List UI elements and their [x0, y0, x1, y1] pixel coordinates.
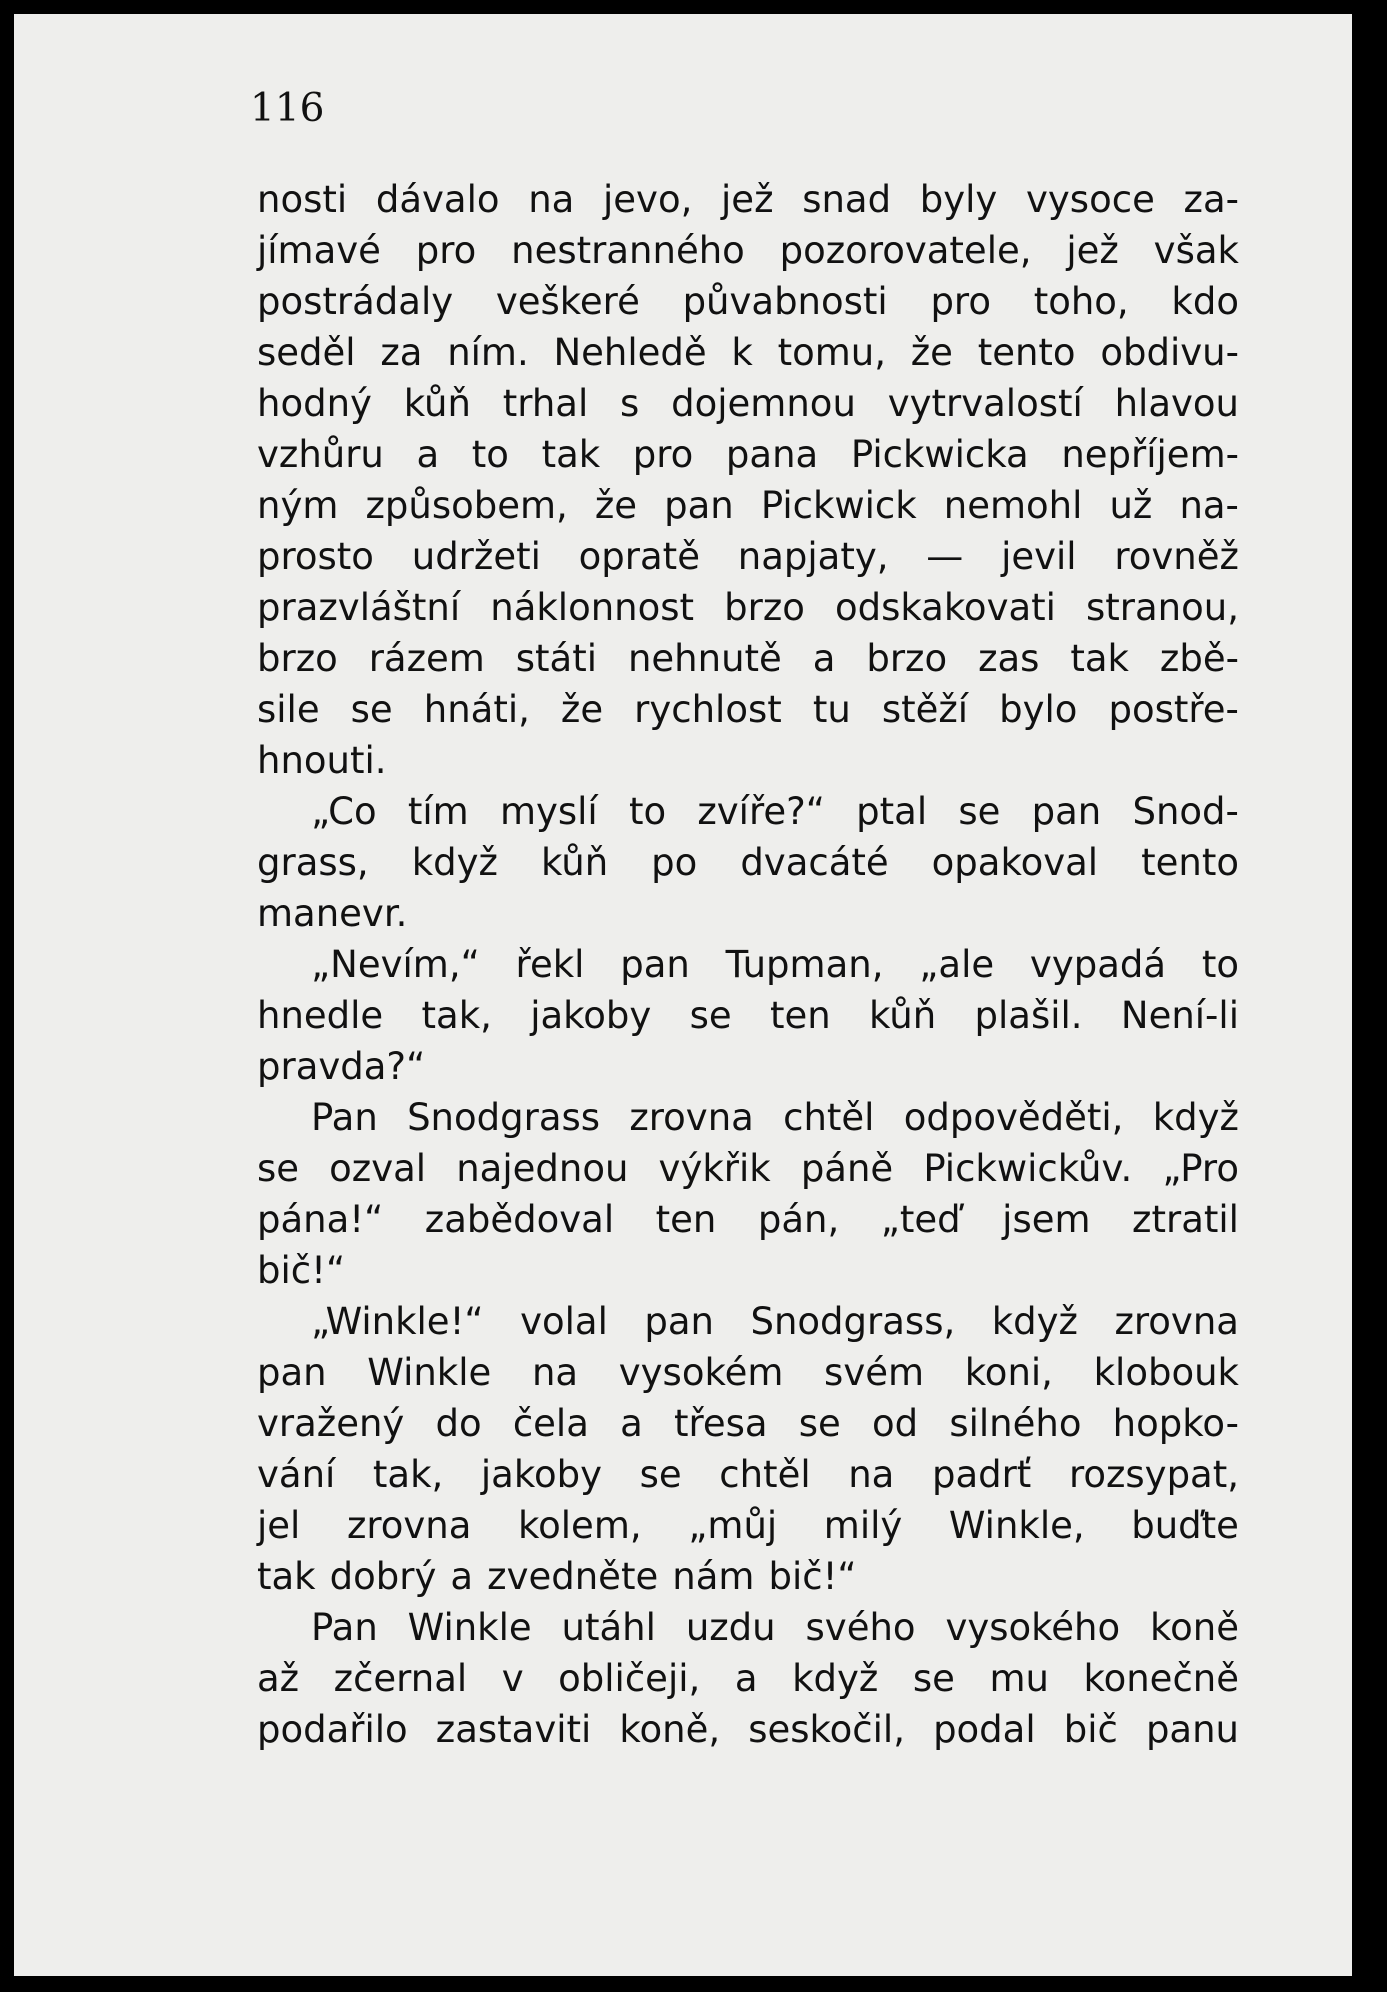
text-line — [257, 1551, 1239, 1602]
word: když — [991, 1300, 1078, 1343]
word: hnáti, — [423, 688, 530, 731]
text-line — [257, 276, 1239, 327]
word: — — [926, 535, 964, 578]
word: tak, — [421, 994, 492, 1037]
word: zastaviti — [435, 1708, 592, 1751]
word: manevr. — [257, 892, 408, 935]
word: se — [958, 790, 1001, 833]
word: ozval — [329, 1147, 427, 1190]
word: ten — [769, 994, 831, 1037]
word: kůň — [403, 382, 471, 425]
word: zbě- — [1159, 637, 1239, 680]
word: za- — [1183, 178, 1239, 221]
word: tak, — [372, 1453, 444, 1496]
word: obličeji, — [558, 1657, 701, 1700]
word: padrť — [931, 1453, 1032, 1496]
text-line — [257, 225, 1239, 276]
word: státi — [515, 637, 598, 680]
word: trhal — [502, 382, 589, 425]
text-line — [257, 684, 1239, 735]
word: Pan — [311, 1096, 378, 1139]
word: tak — [257, 1555, 316, 1598]
word: koně — [1150, 1606, 1239, 1649]
word: rychlost — [634, 688, 782, 731]
text-line — [257, 633, 1239, 684]
word: svém — [824, 1351, 925, 1394]
word: nehnutě — [627, 637, 782, 680]
word: však — [1153, 229, 1239, 272]
word: se — [639, 1453, 682, 1496]
word: silného — [949, 1402, 1082, 1445]
word: „můj — [688, 1504, 778, 1547]
page-number: 116 — [250, 86, 325, 131]
text-line — [257, 939, 1239, 990]
word: na- — [1179, 484, 1239, 527]
word: postře- — [1108, 688, 1239, 731]
word: „Pro — [1162, 1147, 1239, 1190]
text-line — [257, 888, 1239, 939]
word: jakoby — [480, 1453, 602, 1496]
word: čela — [512, 1402, 589, 1445]
word: pana — [725, 433, 819, 476]
word: Snodgrass, — [750, 1300, 956, 1343]
word: brzo — [866, 637, 948, 680]
word: koně, — [619, 1708, 721, 1751]
word: konečně — [1083, 1657, 1239, 1700]
word: veškeré — [495, 280, 640, 323]
word: vytrvalostí — [887, 382, 1083, 425]
word: napjaty, — [737, 535, 889, 578]
word: obdivu- — [1100, 331, 1239, 374]
word: nemohl — [943, 484, 1083, 527]
word: se — [350, 688, 393, 731]
word: prazvláštní — [257, 586, 461, 629]
word: hodný — [257, 382, 372, 425]
text-line — [257, 582, 1239, 633]
word: utáhl — [561, 1606, 656, 1649]
word: plašil. — [974, 994, 1083, 1037]
text-line — [257, 429, 1239, 480]
word: postrádaly — [257, 280, 454, 323]
word: tento — [1141, 841, 1239, 884]
word: stranou, — [1086, 586, 1239, 629]
word: se — [257, 1147, 300, 1190]
word: kdo — [1171, 280, 1239, 323]
word: od — [872, 1402, 919, 1445]
word: tomu, — [777, 331, 887, 374]
word: zvedněte — [487, 1555, 659, 1598]
word: Winkle — [407, 1606, 532, 1649]
body-text — [257, 174, 1239, 1755]
word: že — [910, 331, 953, 374]
word: jímavé — [257, 229, 381, 272]
word: když — [411, 841, 498, 884]
word: pan — [664, 484, 734, 527]
word: jevo, — [603, 178, 693, 221]
word: páně — [800, 1147, 894, 1190]
word: jakoby — [530, 994, 652, 1037]
text-line — [257, 1500, 1239, 1551]
word: a — [620, 1402, 643, 1445]
word: odpověděti, — [903, 1096, 1124, 1139]
word: zrovna — [629, 1096, 754, 1139]
word: se — [689, 994, 732, 1037]
text-line — [257, 1347, 1239, 1398]
word: zabědoval — [424, 1198, 615, 1241]
text-line — [257, 1194, 1239, 1245]
word: pro — [930, 280, 991, 323]
text-line — [257, 1704, 1239, 1755]
word: uzdu — [685, 1606, 776, 1649]
word: po — [651, 841, 698, 884]
word: rázem — [368, 637, 485, 680]
word: tu — [812, 688, 851, 731]
text-line — [257, 1602, 1239, 1653]
word: zvíře?“ — [697, 790, 825, 833]
word: pro — [415, 229, 477, 272]
word: vypadá — [1029, 943, 1167, 986]
text-line — [257, 174, 1239, 225]
text-line — [257, 1041, 1239, 1092]
word: tak — [541, 433, 601, 476]
word: půvabnosti — [682, 280, 888, 323]
word: když — [792, 1657, 879, 1700]
text-line — [257, 1398, 1239, 1449]
word: opratě — [578, 535, 700, 578]
word: hnouti. — [257, 739, 387, 782]
word: svého — [805, 1606, 916, 1649]
word: dvacáté — [740, 841, 889, 884]
word: na — [848, 1453, 895, 1496]
word: tento — [977, 331, 1076, 374]
word: ptal — [856, 790, 928, 833]
word: Tupman, — [725, 943, 884, 986]
word: to — [1201, 943, 1239, 986]
word: kůň — [540, 841, 609, 884]
word: nepříjem- — [1061, 433, 1239, 476]
word: seskočil, — [748, 1708, 905, 1751]
word: stěží — [881, 688, 969, 731]
word: to — [471, 433, 509, 476]
word: k — [731, 331, 753, 374]
word: prosto — [257, 535, 374, 578]
word: podal — [933, 1708, 1036, 1751]
word: brzo — [257, 637, 338, 680]
text-line — [257, 1653, 1239, 1704]
word: hnedle — [257, 994, 384, 1037]
word: zas — [978, 637, 1040, 680]
word: nám — [672, 1555, 755, 1598]
word: kůň — [869, 994, 937, 1037]
word: pro — [632, 433, 694, 476]
word: se — [798, 1402, 841, 1445]
word: hopko- — [1112, 1402, 1239, 1445]
word: jež — [721, 178, 774, 221]
word: chtěl — [719, 1453, 811, 1496]
word: „Co — [311, 790, 377, 833]
word: vání — [257, 1453, 336, 1496]
book-page — [14, 14, 1352, 1976]
word: tím — [407, 790, 469, 833]
word: pan — [620, 943, 690, 986]
word: najednou — [456, 1147, 629, 1190]
word: koni, — [964, 1351, 1053, 1394]
word: udržeti — [411, 535, 541, 578]
word: bič — [1063, 1708, 1118, 1751]
word: panu — [1145, 1708, 1239, 1751]
word: pozorovatele, — [779, 229, 1032, 272]
word: klobouk — [1093, 1351, 1239, 1394]
word: v — [501, 1657, 524, 1700]
word: ten — [655, 1198, 717, 1241]
text-line — [257, 1143, 1239, 1194]
word: mu — [989, 1657, 1049, 1700]
word: Winkle, — [948, 1504, 1085, 1547]
word: seděl — [257, 331, 356, 374]
word: ným — [257, 484, 339, 527]
text-line — [257, 990, 1239, 1041]
word: Winkle — [367, 1351, 492, 1394]
word: vysokém — [618, 1351, 784, 1394]
word: „teď — [880, 1198, 961, 1241]
text-line — [257, 1296, 1239, 1347]
word: pána!“ — [257, 1198, 384, 1241]
word: dobrý — [329, 1555, 437, 1598]
word: tak — [1070, 637, 1129, 680]
word: nestranného — [511, 229, 745, 272]
text-line — [257, 531, 1239, 582]
word: milý — [823, 1504, 903, 1547]
word: jsem — [1002, 1198, 1091, 1241]
text-line — [257, 1245, 1239, 1296]
word: vražený — [257, 1402, 405, 1445]
word: vysokého — [945, 1606, 1121, 1649]
word: podařilo — [257, 1708, 408, 1751]
word: nosti — [257, 178, 348, 221]
word: už — [1109, 484, 1153, 527]
word: jež — [1066, 229, 1119, 272]
word: bič!“ — [768, 1555, 857, 1598]
word: myslí — [499, 790, 598, 833]
word: Pickwick — [760, 484, 917, 527]
word: vysoce — [1026, 178, 1155, 221]
word: jel — [257, 1504, 301, 1547]
word: Snodgrass — [407, 1096, 601, 1139]
word: řekl — [515, 943, 585, 986]
word: že — [594, 484, 638, 527]
word: a — [812, 637, 836, 680]
text-line — [257, 378, 1239, 429]
word: toho, — [1033, 280, 1129, 323]
word: zčernal — [333, 1657, 468, 1700]
text-line — [257, 1092, 1239, 1143]
word: Pan — [311, 1606, 378, 1649]
word: grass, — [257, 841, 369, 884]
word: když — [1152, 1096, 1239, 1139]
word: a — [416, 433, 440, 476]
word: jevil — [1001, 535, 1077, 578]
word: rozsypat, — [1068, 1453, 1239, 1496]
word: se — [912, 1657, 955, 1700]
word: pán, — [757, 1198, 840, 1241]
word: s — [620, 382, 640, 425]
word: hlavou — [1114, 382, 1239, 425]
word: bič!“ — [257, 1249, 346, 1292]
word: volal — [520, 1300, 608, 1343]
word: sile — [257, 688, 320, 731]
word: Snod- — [1132, 790, 1239, 833]
word: že — [560, 688, 604, 731]
word: chtěl — [783, 1096, 875, 1139]
word: to — [628, 790, 667, 833]
text-line — [257, 786, 1239, 837]
text-line — [257, 735, 1239, 786]
word: na — [528, 178, 575, 221]
word: Pickwicka — [850, 433, 1029, 476]
word: dojemnou — [671, 382, 856, 425]
text-line — [257, 1449, 1239, 1500]
word: pravda?“ — [257, 1045, 426, 1088]
word: kolem, — [518, 1504, 642, 1547]
word: a — [734, 1657, 758, 1700]
word: třesa — [673, 1402, 768, 1445]
text-line — [257, 327, 1239, 378]
word: „ale — [919, 943, 995, 986]
word: odskakovati — [834, 586, 1056, 629]
word: zrovna — [1114, 1300, 1239, 1343]
word: pan — [644, 1300, 714, 1343]
word: buďte — [1131, 1504, 1239, 1547]
word: způsobem, — [365, 484, 568, 527]
word: zrovna — [346, 1504, 472, 1547]
word: dávalo — [375, 178, 500, 221]
word: ztratil — [1132, 1198, 1239, 1241]
word: Není-li — [1120, 994, 1239, 1037]
word: bylo — [999, 688, 1078, 731]
word: náklonnost — [490, 586, 695, 629]
word: byly — [919, 178, 998, 221]
word: pan — [1031, 790, 1102, 833]
word: rovněž — [1114, 535, 1239, 578]
word: „Nevím,“ — [311, 943, 480, 986]
word: opakoval — [931, 841, 1099, 884]
word: výkřik — [658, 1147, 771, 1190]
text-line — [257, 480, 1239, 531]
word: a — [450, 1555, 474, 1598]
word: Pickwickův. — [923, 1147, 1133, 1190]
word: do — [435, 1402, 482, 1445]
word: na — [531, 1351, 579, 1394]
word: snad — [802, 178, 892, 221]
word: Nehledě — [553, 331, 707, 374]
word: až — [257, 1657, 300, 1700]
word: pan — [257, 1351, 327, 1394]
word: za — [380, 331, 423, 374]
word: vzhůru — [257, 433, 384, 476]
text-line — [257, 837, 1239, 888]
word: ním. — [447, 331, 529, 374]
word: brzo — [724, 586, 805, 629]
word: „Winkle!“ — [311, 1300, 484, 1343]
